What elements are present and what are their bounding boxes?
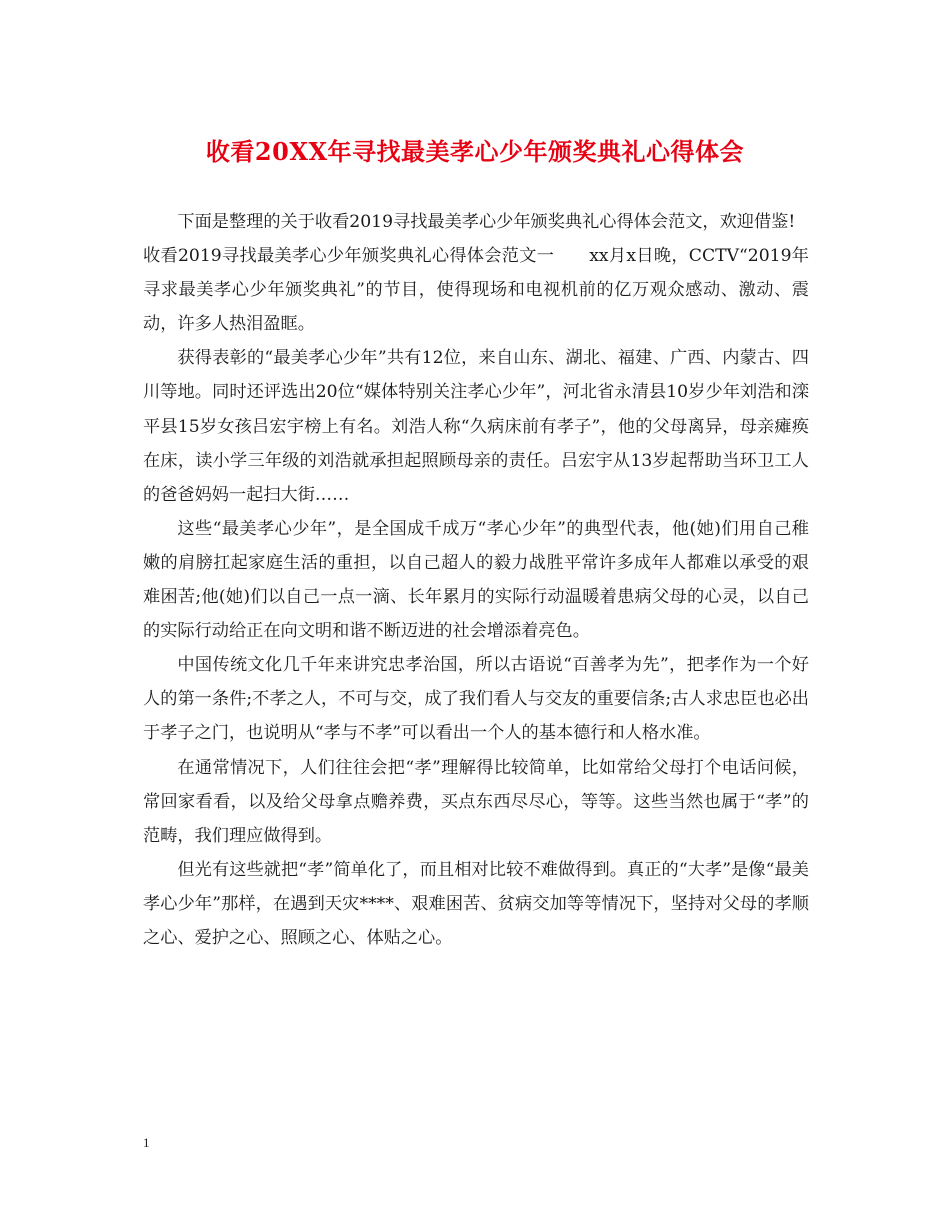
paragraph-5: 在通常情况下，人们往往会把“孝”理解得比较简单，比如常给父母打个电话问候，常回家看看，以及给父母拿点赡养费，买点东西尽尽心，等等。这些当然也属于“孝”的范畴，我们理应做得到。 <box>143 757 809 846</box>
paragraph-1: 收看2019寻找最美孝心少年颁奖典礼心得体会范文一 xx月x日晚，CCTV“2019年寻求最美孝心少年颁奖典礼”的节目，使得现场和电视机前的亿万观众感动、激动、震动，许多人热泪盈眶。 <box>143 246 809 335</box>
paragraph-3: 这些“最美孝心少年”，是全国成千成万“孝心少年”的典型代表，他(她)们用自己稚嫩的肩膀扛起家庭生活的重担，以自己超人的毅力战胜平常许多成年人都难以承受的艰难困苦;他(她)们以自己一点一滴、长年累月的实际行动温暖着患病父母的心灵，以自己的实际行动给正在向文明和谐不断迈进的社会增添着亮色。 <box>143 518 809 642</box>
document-title: 收看20XX年寻找最美孝心少年颁奖典礼心得体会 <box>205 137 745 166</box>
paragraph-6: 但光有这些就把“孝”简单化了，而且相对比较不难做得到。真正的“大孝”是像“最美孝心少年”那样，在遇到天灾****、艰难困苦、贫病交加等等情况下，坚持对父母的孝顺之心、爱护之心、照顾之心、体贴之心。 <box>143 859 809 948</box>
page-number: 1 <box>143 1135 150 1150</box>
paragraph-intro: 下面是整理的关于收看2019寻找最美孝心少年颁奖典礼心得体会范文，欢迎借鉴! <box>177 212 796 232</box>
document-body <box>143 205 809 955</box>
paragraph-2: 获得表彰的“最美孝心少年”共有12位，来自山东、湖北、福建、广西、内蒙古、四川等地。同时还评选出20位“媒体特别关注孝心少年”，河北省永清县10岁少年刘浩和滦平县15岁女孩吕宏宇榜上有名。刘浩人称“久病床前有孝子”，他的父母离异，母亲瘫痪在床，读小学三年级的刘浩就承担起照顾母亲的责任。吕宏宇从13岁起帮助当环卫工人的爸爸妈妈一起扫大街…… <box>143 348 809 505</box>
paragraph-4: 中国传统文化几千年来讲究忠孝治国，所以古语说“百善孝为先”，把孝作为一个好人的第一条件;不孝之人，不可与交，成了我们看人与交友的重要信条;古人求忠臣也必出于孝子之门，也说明从“孝与不孝”可以看出一个人的基本德行和人格水准。 <box>143 655 809 744</box>
